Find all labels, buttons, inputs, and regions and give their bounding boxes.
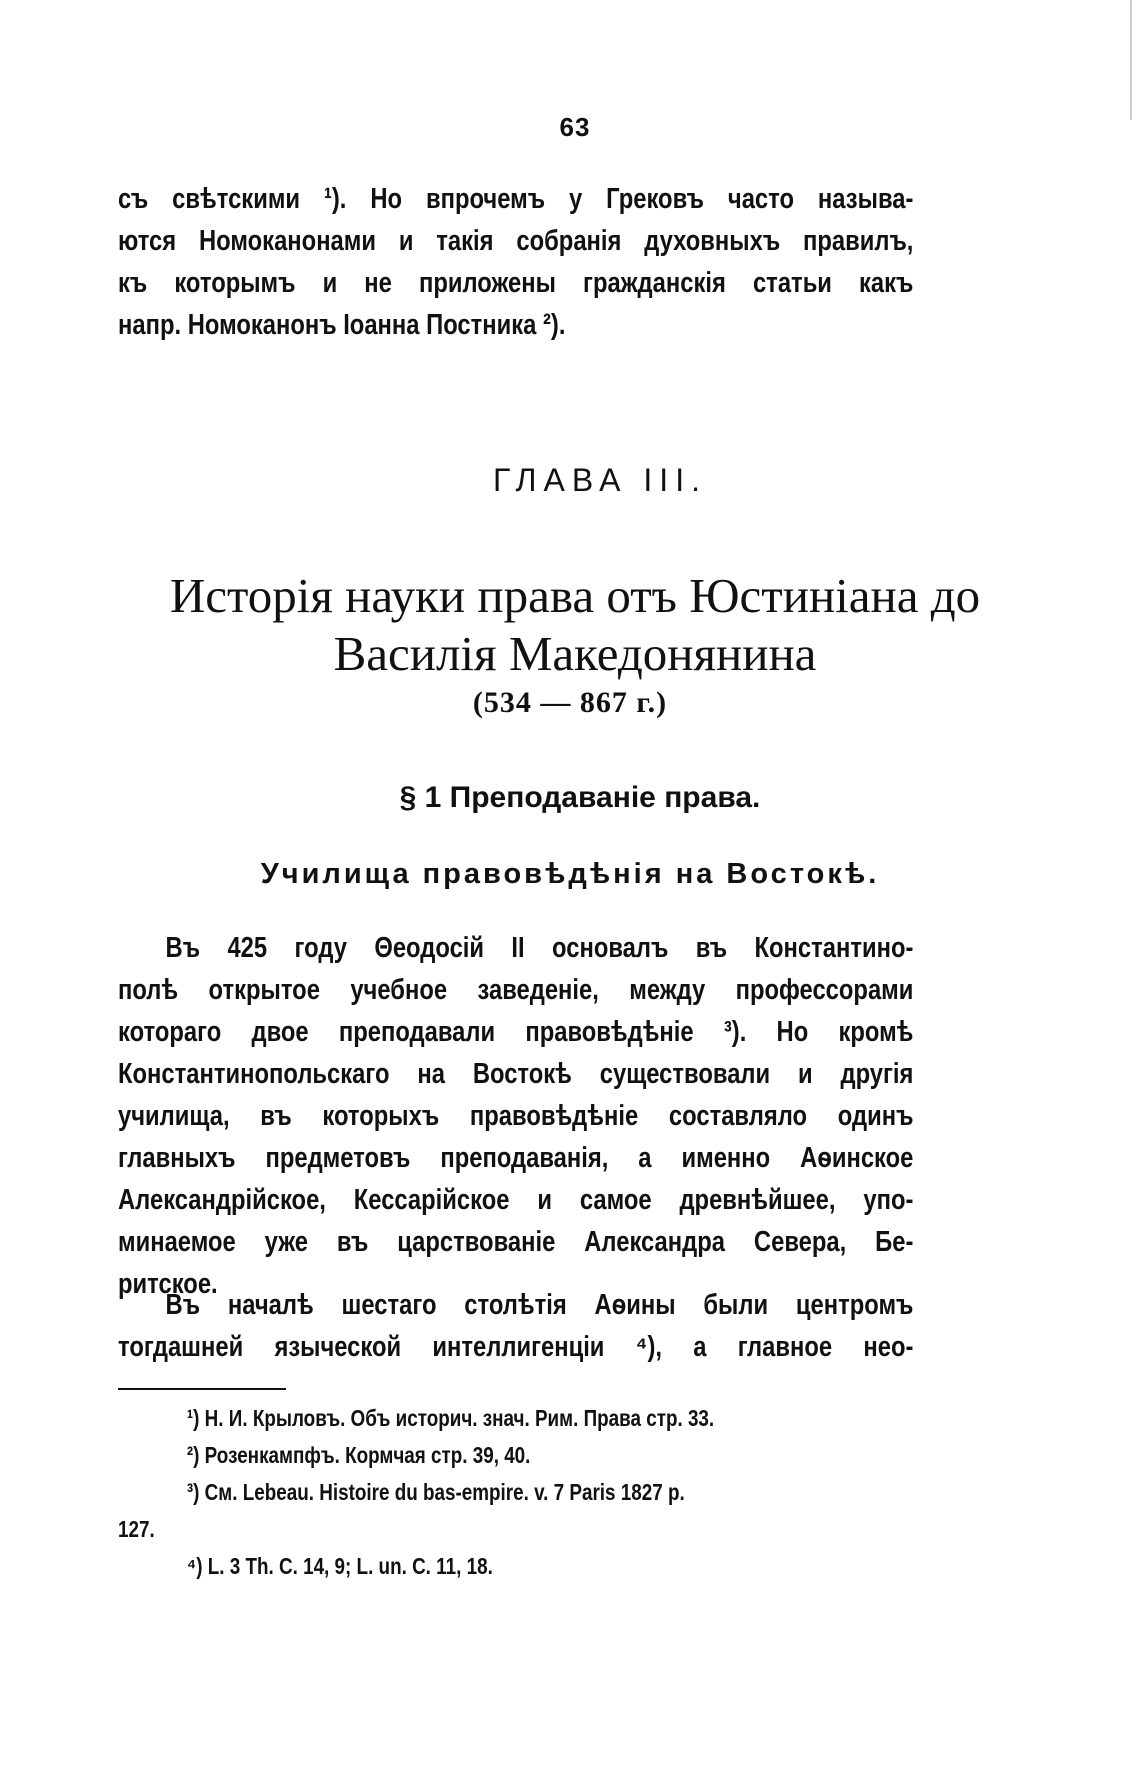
intro-line-2: ются Номоканонами и такія собранія духовныхъ правилъ, (118, 225, 914, 257)
footnotes (118, 1400, 1102, 1585)
page-number: 63 (559, 112, 591, 142)
page-edge-line (1130, 0, 1132, 120)
footnote-1: ¹) Н. И. Крыловъ. Объ историч. знач. Рим. Права стр. 33. (186, 1405, 715, 1431)
paragraph-1-line-3: котораго двое преподавали правовѣдѣніе ³). Но кромѣ (118, 1016, 914, 1048)
footnote-divider (118, 1388, 286, 1390)
paragraph-2-line-1: Въ началѣ шестаго столѣтія Аѳины были центромъ (165, 1289, 914, 1321)
chapter-title-line-1: Исторія науки права отъ Юстиніана до (169, 568, 981, 623)
footnote-3: ³) См. Lebeau. Histoire du bas-empire. v. 7 Paris 1827 p. (186, 1479, 685, 1505)
paragraph-1-line-9: ритское. (118, 1268, 218, 1300)
intro-line-1: съ свѣтскими ¹). Но впрочемъ у Грековъ часто называ- (118, 183, 914, 215)
paragraph-2-line-2: тогдашней языческой интеллигенціи ⁴), а главное нео- (118, 1331, 914, 1363)
paragraph-1 (118, 927, 913, 1305)
intro-line-4: напр. Номоканонъ Іоанна Постника ²). (118, 309, 566, 341)
intro-line-3: къ которымъ и не приложены гражданскія статьи какъ (118, 267, 914, 299)
section-subheading: Училища правовѣдѣнія на Востокѣ. (260, 858, 880, 890)
footnote-4: ⁴) L. 3 Th. C. 14, 9; L. un. C. 11, 18. (186, 1553, 493, 1579)
intro-paragraph (118, 178, 913, 346)
chapter-title-line-2: Василія Македонянина (333, 626, 817, 681)
paragraph-1-line-8: минаемое уже въ царствованіе Александра Севера, Бе- (118, 1226, 914, 1258)
paragraph-1-line-5: училища, въ которыхъ правовѣдѣніе составляло одинъ (118, 1100, 914, 1132)
chapter-title (0, 567, 1140, 683)
footnote-3-continuation: 127. (118, 1516, 155, 1542)
section-heading: § 1 Преподаваніе права. (399, 781, 761, 814)
paragraph-1-line-6: главныхъ предметовъ преподаванія, а именно Аѳинское (118, 1142, 914, 1174)
chapter-label: ГЛАВА III. (493, 462, 707, 498)
paragraph-1-line-4: Константинопольскаго на Востокѣ существовали и другія (118, 1058, 914, 1090)
paragraph-1-line-1: Въ 425 году Θеодосій II основалъ въ Константино- (165, 932, 914, 964)
footnote-2: ²) Розенкампфъ. Кормчая стр. 39, 40. (186, 1442, 531, 1468)
paragraph-1-line-7: Александрійское, Кессарійское и самое древнѣйшее, упо- (118, 1184, 914, 1216)
paragraph-1-line-2: полѣ открытое учебное заведеніе, между профессорами (118, 974, 914, 1006)
paragraph-2 (118, 1284, 913, 1368)
chapter-dates: (534 — 867 г.) (472, 686, 668, 719)
